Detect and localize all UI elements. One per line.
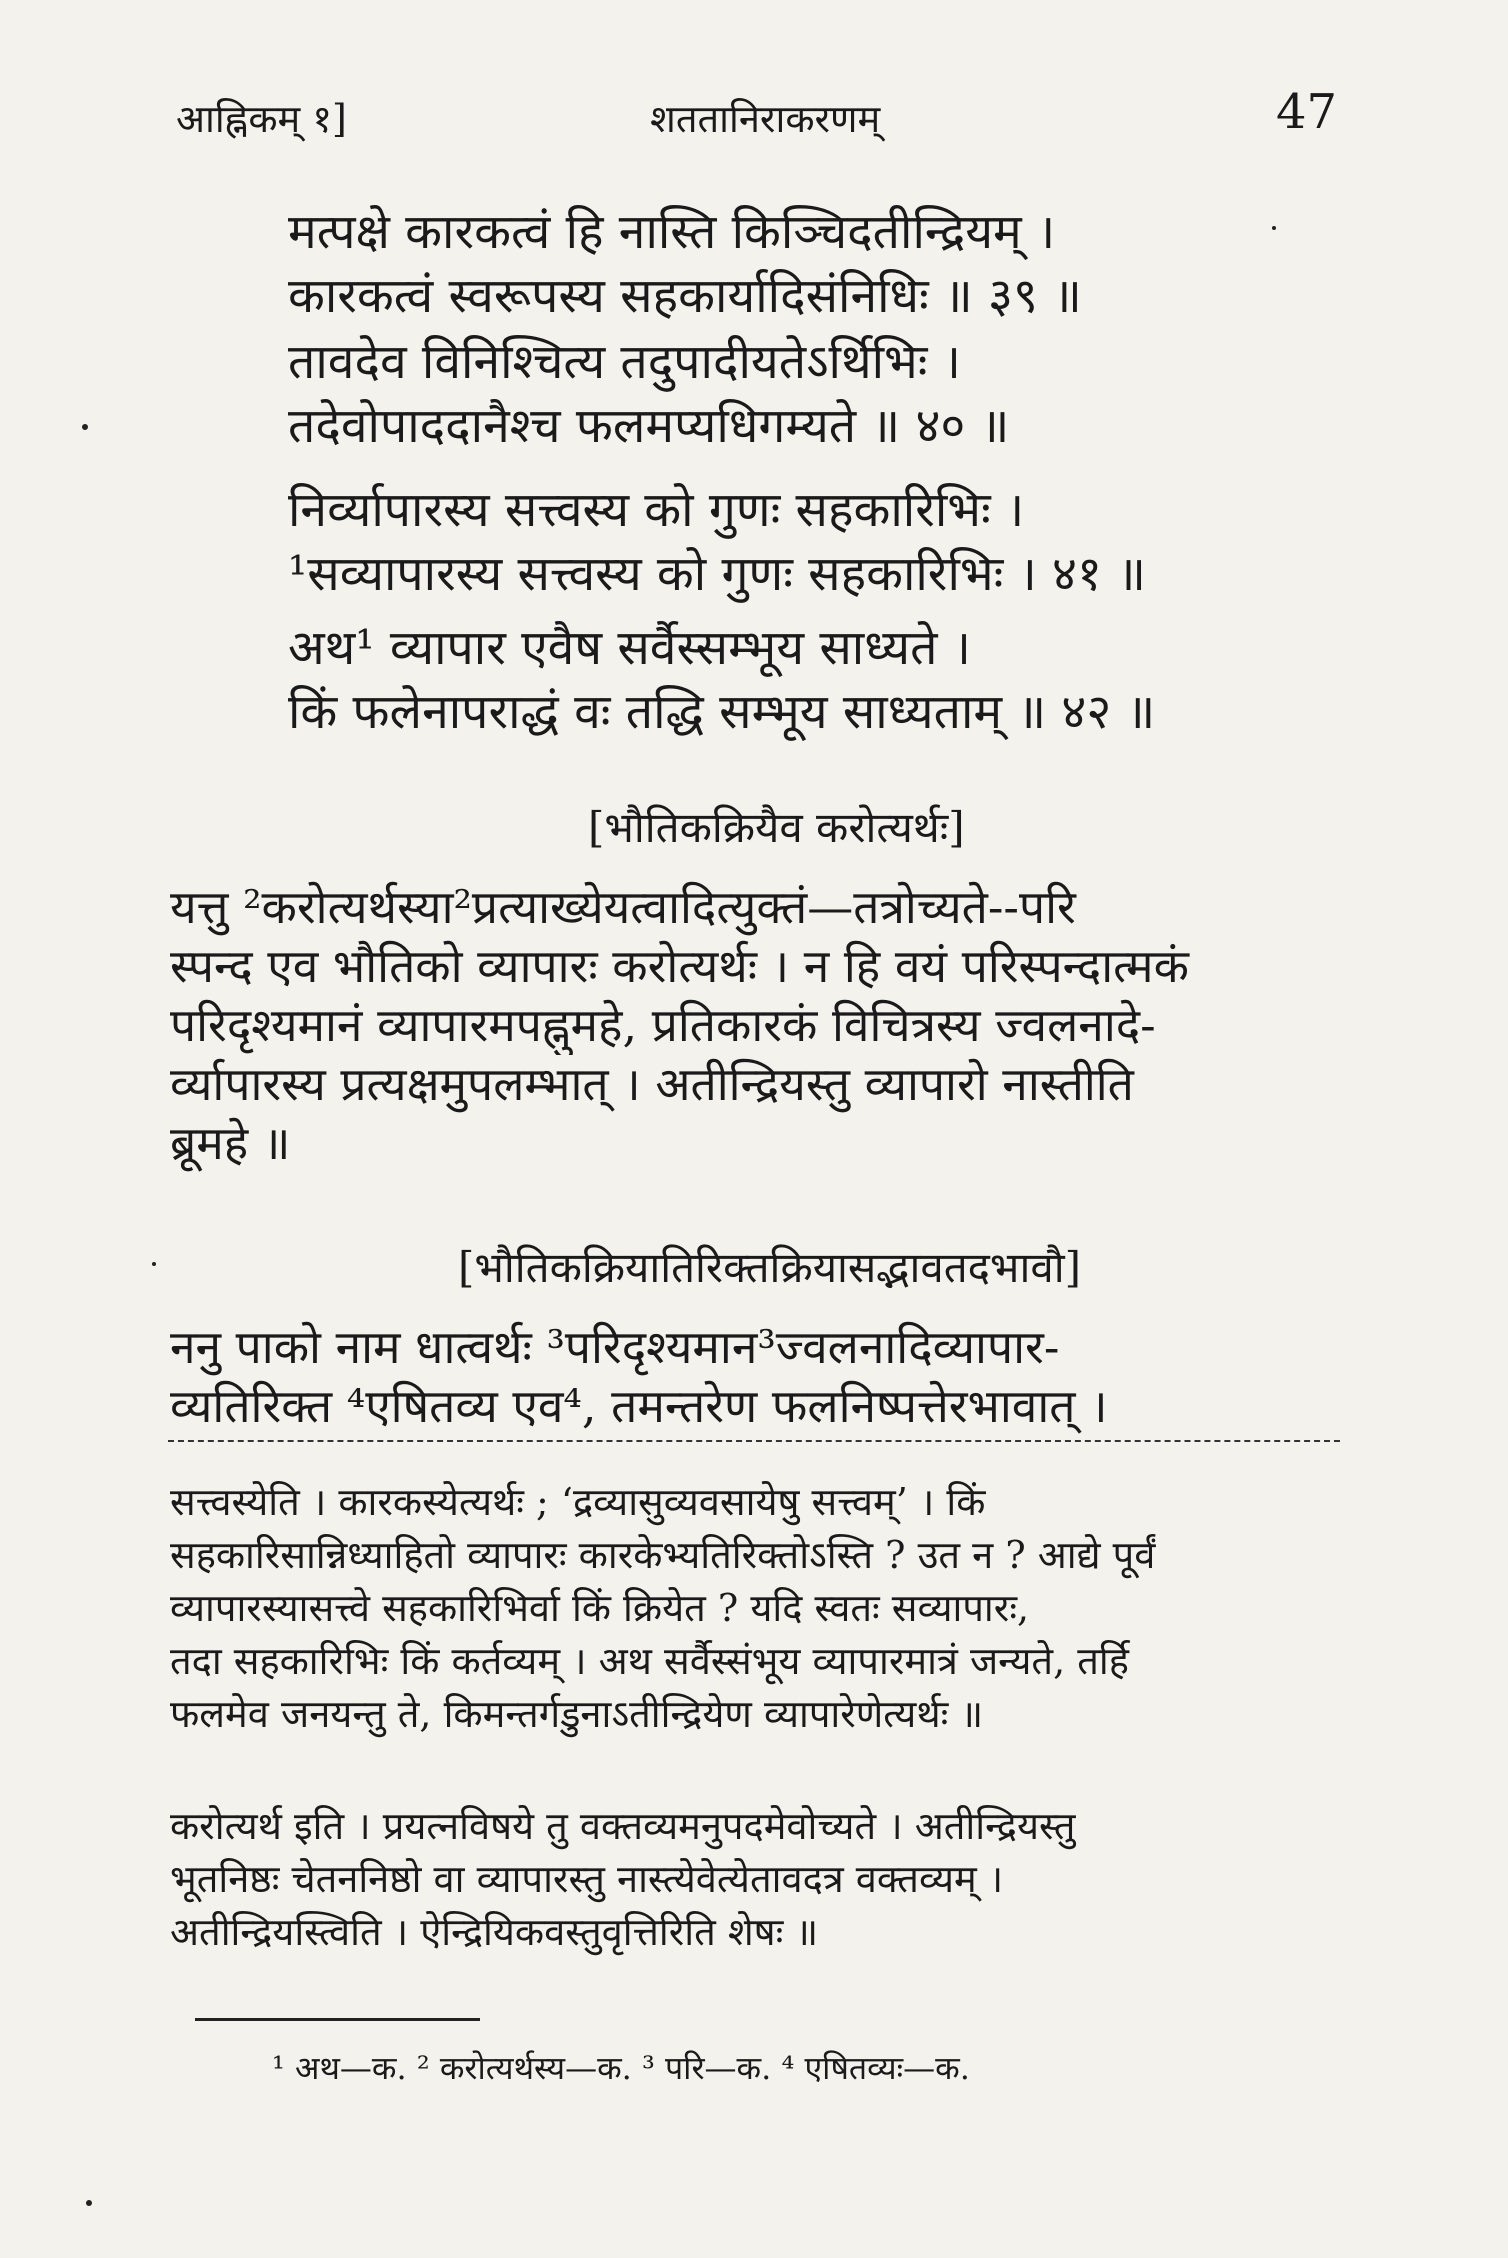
commentary-line: फलमेव जनयन्तु ते, किमन्तर्गडुनाऽतीन्द्रियेण व्यापारेणेत्यर्थः ॥ xyxy=(170,1692,984,1736)
verse-39 xyxy=(288,200,1338,328)
paragraph-line: स्पन्द एव भौतिको व्यापारः करोत्यर्थः । न हि वयं परिस्पन्दात्मकं xyxy=(170,939,1189,993)
scan-speck xyxy=(1272,226,1276,230)
commentary-line: भूतनिष्ठः चेतननिष्ठो वा व्यापारस्तु नास्त्येवेत्येतावदत्र वक्तव्यम् । xyxy=(170,1857,1004,1901)
verse-line: मत्पक्षे कारकत्वं हि नास्ति किञ्चिदतीन्द्रियम् । xyxy=(288,204,1056,260)
verse-line: निर्व्यापारस्य सत्त्वस्य को गुणः सहकारिभिः । xyxy=(288,482,1025,538)
paragraph-line: व्यतिरिक्त ⁴एषितव्य एव⁴, तमन्तरेण फलनिष्पत्तेरभावात् । xyxy=(170,1379,1108,1433)
page-number: 47 xyxy=(1276,84,1338,140)
verse-line: तदेवोपाददानैश्च फलमप्यधिगम्यते ॥ ४० ॥ xyxy=(288,398,1010,454)
commentary-separator xyxy=(168,1440,1340,1442)
paragraph-line: यत्तु ²करोत्यर्थस्या²प्रत्याख्येयत्वादित्युक्तं—तत्रोच्यते--परि xyxy=(170,880,1076,934)
section-heading: [भौतिकक्रियैव करोत्यर्थः] xyxy=(588,803,965,852)
scan-speck xyxy=(82,424,88,430)
verse-line: अथ¹ व्यापार एवैष सर्वैस्सम्भूय साध्यते । xyxy=(288,620,971,676)
commentary-line: सत्त्वस्येति । कारकस्येत्यर्थः ; ‘द्रव्यासुव्यवसायेषु सत्त्वम्’ । किं xyxy=(170,1480,986,1524)
running-header-title: शततानिराकरणम् xyxy=(650,97,881,141)
footnotes: ¹ अथ—क. ² करोत्यर्थस्य—क. ³ परि—क. ⁴ एषितव्यः—क. xyxy=(272,2049,970,2087)
scan-speck xyxy=(86,2200,92,2206)
running-header-left: आह्निकम् १] xyxy=(176,97,347,141)
commentary-line: व्यापारस्यासत्त्वे सहकारिभिर्वा किं क्रियेत ? यदि स्वतः सव्यापारः, xyxy=(170,1586,1030,1630)
commentary-line: सहकारिसान्निध्याहितो व्यापारः कारकेभ्यतिरिक्तोऽस्ति ? उत न ? आद्ये पूर्वं xyxy=(170,1533,1156,1577)
footnote-rule xyxy=(195,2018,480,2021)
commentary-line: करोत्यर्थ इति । प्रयत्नविषये तु वक्तव्यमनुपदमेवोच्यते । अतीन्द्रियस्तु xyxy=(170,1804,1076,1848)
commentary-block-1 xyxy=(170,1476,1338,1741)
commentary-line: अतीन्द्रियस्त्विति । ऐन्द्रियिकवस्तुवृत्तिरिति शेषः ॥ xyxy=(170,1910,819,1954)
commentary-block-2 xyxy=(170,1800,1338,1959)
main-paragraph-1 xyxy=(170,878,1338,1173)
verse-line: किं फलेनापराद्धं वः तद्धि सम्भूय साध्यताम् ॥ ४२ ॥ xyxy=(288,684,1156,740)
section-heading: [भौतिकक्रियातिरिक्तक्रियासद्भावतदभावौ] xyxy=(458,1243,1081,1292)
main-paragraph-2 xyxy=(170,1318,1338,1436)
verse-line: तावदेव विनिश्चित्य तदुपादीयतेऽर्थिभिः । xyxy=(288,334,961,390)
commentary-line: तदा सहकारिभिः किं कर्तव्यम् । अथ सर्वैस्संभूय व्यापारमात्रं जन्यते, तर्हि xyxy=(170,1639,1129,1683)
verse-41 xyxy=(288,478,1338,606)
verse-40 xyxy=(288,330,1338,458)
paragraph-line: ब्रूमहे ॥ xyxy=(170,1116,291,1170)
paragraph-line: र्व्यापारस्य प्रत्यक्षमुपलम्भात् । अतीन्द्रियस्तु व्यापारो नास्तीति xyxy=(170,1057,1134,1111)
scan-speck xyxy=(152,1262,156,1266)
verse-line: ¹सव्यापारस्य सत्त्वस्य को गुणः सहकारिभिः । ४१ ॥ xyxy=(288,546,1146,602)
paragraph-line: परिदृश्यमानं व्यापारमपह्नुमहे, प्रतिकारकं विचित्रस्य ज्वलनादे- xyxy=(170,998,1156,1052)
verse-line: कारकत्वं स्वरूपस्य सहकार्यादिसंनिधिः ॥ ३९ ॥ xyxy=(288,268,1082,324)
verse-42 xyxy=(288,616,1338,744)
paragraph-line: ननु पाको नाम धात्वर्थः ³परिदृश्यमान³ज्वलनादिव्यापार- xyxy=(170,1320,1060,1374)
